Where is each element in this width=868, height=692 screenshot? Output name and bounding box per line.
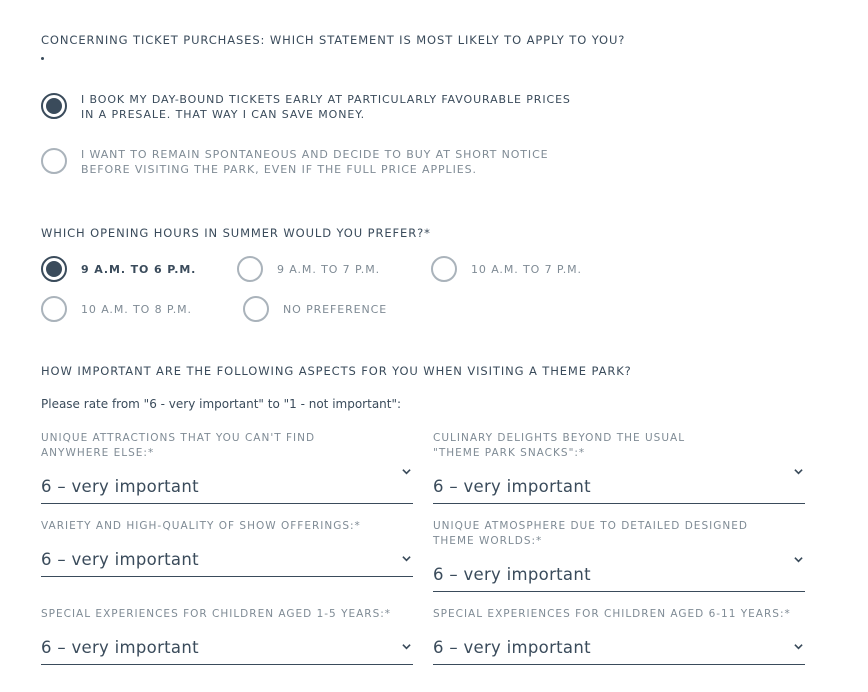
atmosphere-select[interactable] [433, 555, 805, 592]
attractions-select-value: 6 – very important [41, 477, 199, 496]
field-atmosphere-label [433, 519, 748, 549]
chevron-down-icon [794, 642, 803, 651]
field-culinary-label-line1: CULINARY DELIGHTS BEYOND THE USUAL [433, 432, 686, 444]
field-children-6-11-label [433, 607, 791, 622]
children-6-11-select-value: 6 – very important [433, 638, 591, 657]
field-children-6-11-label-line1: SPECIAL EXPERIENCES FOR CHILDREN AGED 6-11 YEARS:* [433, 608, 791, 620]
hours-option-9-7-radio[interactable] [237, 256, 263, 282]
hours-option-9-7-label[interactable]: 9 A.M. TO 7 P.M. [277, 263, 380, 276]
hours-option-10-8-radio[interactable] [41, 296, 67, 322]
ticket-option-presale-label[interactable] [81, 92, 571, 122]
chevron-down-icon [402, 467, 411, 476]
atmosphere-select-value: 6 – very important [433, 565, 591, 584]
field-children-1-5-label [41, 607, 391, 622]
hours-option-9-6-label[interactable]: 9 A.M. TO 6 P.M. [81, 263, 197, 276]
hours-option-no-preference-label[interactable]: NO PREFERENCE [283, 303, 388, 316]
field-attractions-label [41, 431, 315, 461]
field-atmosphere-label-line1: UNIQUE ATMOSPHERE DUE TO DETAILED DESIGNED [433, 520, 748, 532]
attractions-select[interactable] [41, 467, 413, 504]
ticket-question-label: CONCERNING TICKET PURCHASES: WHICH STATEMENT IS MOST LIKELY TO APPLY TO YOU? [41, 33, 626, 47]
hours-option-10-7-label[interactable]: 10 A.M. TO 7 P.M. [471, 263, 582, 276]
chevron-down-icon [794, 467, 803, 476]
culinary-select-value: 6 – very important [433, 477, 591, 496]
children-6-11-select[interactable] [433, 628, 805, 665]
field-attractions-label-line2: ANYWHERE ELSE:* [41, 447, 155, 459]
ticket-option-presale-radio[interactable] [41, 93, 67, 119]
ticket-option-presale-line2: IN A PRESALE. THAT WAY I CAN SAVE MONEY. [81, 108, 366, 121]
ticket-option-spontaneous-radio[interactable] [41, 148, 67, 174]
hours-option-9-6-radio[interactable] [41, 256, 67, 282]
required-marker [41, 57, 44, 60]
field-attractions-label-line1: UNIQUE ATTRACTIONS THAT YOU CAN'T FIND [41, 432, 316, 444]
hours-option-10-7-radio[interactable] [431, 256, 457, 282]
culinary-select[interactable] [433, 467, 805, 504]
field-shows-label-line1: VARIETY AND HIGH-QUALITY OF SHOW OFFERINGS:* [41, 520, 361, 532]
ticket-option-spontaneous-label[interactable] [81, 147, 549, 177]
hours-option-no-preference-radio[interactable] [243, 296, 269, 322]
field-children-1-5-label-line1: SPECIAL EXPERIENCES FOR CHILDREN AGED 1-5 YEARS:* [41, 608, 392, 620]
field-culinary-label-line2: "THEME PARK SNACKS":* [433, 447, 586, 459]
chevron-down-icon [402, 642, 411, 651]
ticket-option-spontaneous-line1: I WANT TO REMAIN SPONTANEOUS AND DECIDE TO BUY AT SHORT NOTICE [81, 148, 549, 161]
field-atmosphere-label-line2: THEME WORLDS:* [433, 535, 543, 547]
hours-question-label: WHICH OPENING HOURS IN SUMMER WOULD YOU PREFER?* [41, 226, 431, 240]
chevron-down-icon [794, 555, 803, 564]
field-shows-label [41, 519, 361, 534]
chevron-down-icon [402, 554, 411, 563]
shows-select[interactable] [41, 540, 413, 577]
hours-option-10-8-label[interactable]: 10 A.M. TO 8 P.M. [81, 303, 192, 316]
field-culinary-label [433, 431, 685, 461]
ticket-option-presale-line1: I BOOK MY DAY-BOUND TICKETS EARLY AT PARTICULARLY FAVOURABLE PRICES [81, 93, 571, 106]
children-1-5-select-value: 6 – very important [41, 638, 199, 657]
importance-hint: Please rate from "6 - very important" to "1 - not important": [41, 397, 402, 411]
children-1-5-select[interactable] [41, 628, 413, 665]
shows-select-value: 6 – very important [41, 550, 199, 569]
importance-question-label: HOW IMPORTANT ARE THE FOLLOWING ASPECTS FOR YOU WHEN VISITING A THEME PARK? [41, 364, 632, 378]
ticket-option-spontaneous-line2: BEFORE VISITING THE PARK, EVEN IF THE FULL PRICE APPLIES. [81, 163, 477, 176]
